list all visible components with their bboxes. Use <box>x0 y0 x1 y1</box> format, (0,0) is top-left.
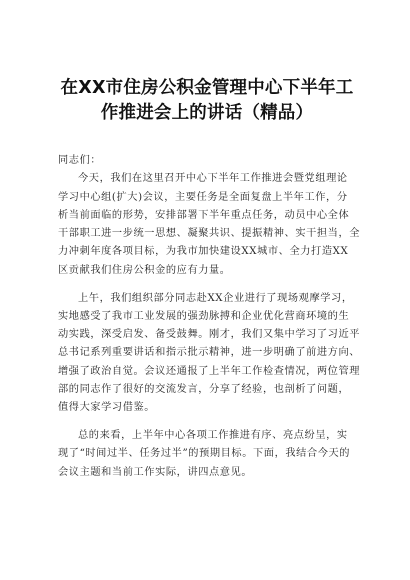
paragraph-line: 学习中心组(扩大)会议，主要任务是全面复盘上半年工作，分 <box>58 191 348 203</box>
paragraph-line: 会议主题和当前工作实际，讲四点意见。 <box>58 466 253 478</box>
paragraph-line: 力冲刺年度各项目标，为我市加快建设XX城市、全力打造XX <box>58 246 349 258</box>
paragraph-line: 现了“时间过半、任务过半”的预期目标。下面，我结合今天的 <box>58 448 351 460</box>
paragraph-line: 析当前面临的形势，安排部署下半年重点任务，动员中心全体 <box>58 209 350 221</box>
paragraph-line: 干部职工进一步统一思想、凝聚共识、提振精神、实干担当，全 <box>58 228 361 240</box>
document-body <box>58 152 361 482</box>
paragraph-2 <box>58 290 361 418</box>
paragraph-line: 值得大家学习借鉴。 <box>58 402 156 414</box>
title-line-2: 作推进会上的讲话（精品） <box>100 103 314 123</box>
paragraph-3 <box>58 427 356 482</box>
paragraph-line: 部的同志作了很好的交流发言，分享了经验，也剖析了问题， <box>58 384 350 396</box>
paragraph-1 <box>58 170 361 280</box>
paragraph-line: 上午，我们组织部分同志赴XX企业进行了现场观摩学习， <box>78 292 353 304</box>
paragraph-line: 区贡献我们住房公积金的应有力量。 <box>58 264 231 276</box>
paragraph-line: 增强了政治自觉。会议还通报了上半年工作检查情况，两位管理 <box>58 365 361 377</box>
paragraph-line: 今天，我们在这里召开中心下半年工作推进会暨党组理论 <box>78 173 348 185</box>
salutation: 同志们： <box>58 155 102 166</box>
paragraph-line: 动实践，深受启发、备受鼓舞。刚才，我们又集中学习了习近平 <box>58 329 361 341</box>
paragraph-line: 实地感受了我市工业发展的强劲脉搏和企业优化营商环境的生 <box>58 310 350 322</box>
title-line-1: 在XX市住房公积金管理中心下半年工 <box>60 78 354 98</box>
paragraph-line: 总的来看，上半年中心各项工作推进有序、亮点纷呈，实 <box>78 430 348 442</box>
document-title <box>58 76 356 126</box>
paragraph-line: 总书记系列重要讲话和指示批示精神，进一步明确了前进方向、 <box>58 347 361 359</box>
